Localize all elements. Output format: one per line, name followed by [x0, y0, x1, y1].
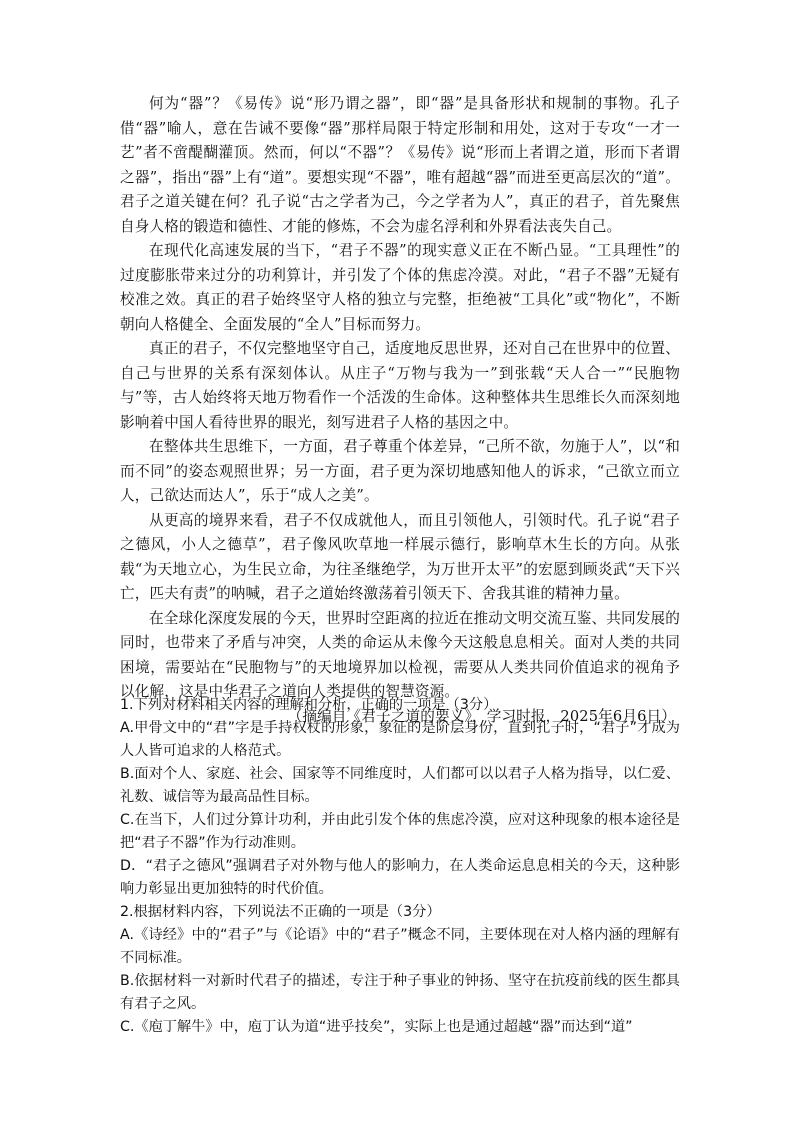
article-source: （摘编自《君子之道的要义》，学习时报，2025年6月6日） [287, 707, 676, 725]
article-paragraph: 在全球化深度发展的今天，世界时空距离的拉近在推动文明交流互鉴、共同发展的同时，也带来了矛盾与冲突，人类的命运从未像今天这般息息相关。面对人类的共同困境，需要站在“民胞物与”的天地境界加以检视，需要从人类共同价值追求的视角予以化解，这是中华君子之道向人类提供的智慧资源。 [120, 609, 680, 700]
question-2-stem: 2.根据材料内容，下列说法不正确的一项是（3分） [120, 904, 441, 920]
question-section [120, 694, 680, 1039]
article-body [120, 92, 680, 729]
question-2-option-a: A.《诗经》中的“君子”与《论语》中的“君子”概念不同，主要体现在对人格内涵的理解有不同标准。 [120, 927, 680, 966]
question-1-option-c: C.在当下，人们过分算计功利，并由此引发个体的焦虑冷漠，应对这种现象的根本途径是把“君子不器”作为行动准则。 [120, 812, 680, 851]
question-1-option-d: D．“君子之德风”强调君子对外物与他人的影响力，在人类命运息息相关的今天，这种影响力彰显出更加独特的时代价值。 [120, 858, 680, 897]
question-1-option-b: B.面对个人、家庭、社会、国家等不同维度时，人们都可以以君子人格为指导，以仁爱、礼数、诚信等为最高品性目标。 [120, 766, 680, 805]
article-paragraph: 从更高的境界来看，君子不仅成就他人，而且引领他人，引领时代。孔子说“君子之德风，小人之德草”，君子像风吹草地一样展示德行，影响草木生长的方向。从张载“为天地立心，为生民立命，为往圣继绝学，为万世开太平”的宏愿到顾炎武“天下兴亡，匹夫有责”的呐喊，君子之道始终激荡着引领天下、舍我其谁的精神力量。 [120, 511, 680, 602]
question-1-stem: 1.下列对材料相关内容的理解和分析，正确的一项是（3分） [120, 697, 498, 713]
article-paragraph: 在整体共生思维下，一方面，君子尊重个体差异，“己所不欲，勿施于人”，以“和而不同”的姿态观照世界；另一方面，君子更为深切地感知他人的诉求，“己欲立而立人，己欲达而达人”，乐于“成人之美”。 [120, 438, 680, 504]
question-2-option-b: B.依据材料一对新时代君子的描述，专注于种子事业的钟扬、坚守在抗疫前线的医生都具有君子之风。 [120, 973, 680, 1012]
article-paragraph: 何为“器”？《易传》说“形乃谓之器”，即“器”是具备形状和规制的事物。孔子借“器”喻人，意在告诫不要像“器”那样局限于特定形制和用处，这对于专攻“一才一艺”者不啻醍醐灌顶。然而，何以“不器”？《易传》说“形而上者谓之道，形而下者谓之器”，指出“器”上有“道”。要想实现“不器”，唯有超越“器”而进至更高层次的“道”。君子之道关键在何？孔子说“古之学者为己，今之学者为人”，真正的君子，首先聚焦自身人格的锻造和德性、才能的修炼，不会为虚名浮利和外界看法丧失自己。 [120, 95, 680, 235]
article-paragraph: 真正的君子，不仅完整地坚守自己，适度地反思世界，还对自己在世界中的位置、自己与世界的关系有深刻体认。从庄子“万物与我为一”到张载“天人合一”“民胞物与”等，古人始终将天地万物看作一个活泼的生命体。这种整体共生思维长久而深刻地影响着中国人看待世界的眼光，刻写进君子人格的基因之中。 [120, 340, 680, 431]
article-paragraph: 在现代化高速发展的当下，“君子不器”的现实意义正在不断凸显。“工具理性”的过度膨胀带来过分的功利算计，并引发了个体的焦虑冷漠。对此，“君子不器”无疑有校准之效。真正的君子始终坚守人格的独立与完整，拒绝被“工具化”或“物化”，不断朝向人格健全、全面发展的“全人”目标而努力。 [120, 242, 680, 333]
question-1-option-a: A.甲骨文中的“君”字是手持权杖的形象，象征的是阶层身份，直到孔子时，“君子”才成为人人皆可追求的人格范式。 [120, 720, 680, 759]
question-2-option-c: C.《庖丁解牛》中，庖丁认为道“进乎技矣”，实际上也是通过超越“器”而达到“道” [120, 1019, 633, 1035]
